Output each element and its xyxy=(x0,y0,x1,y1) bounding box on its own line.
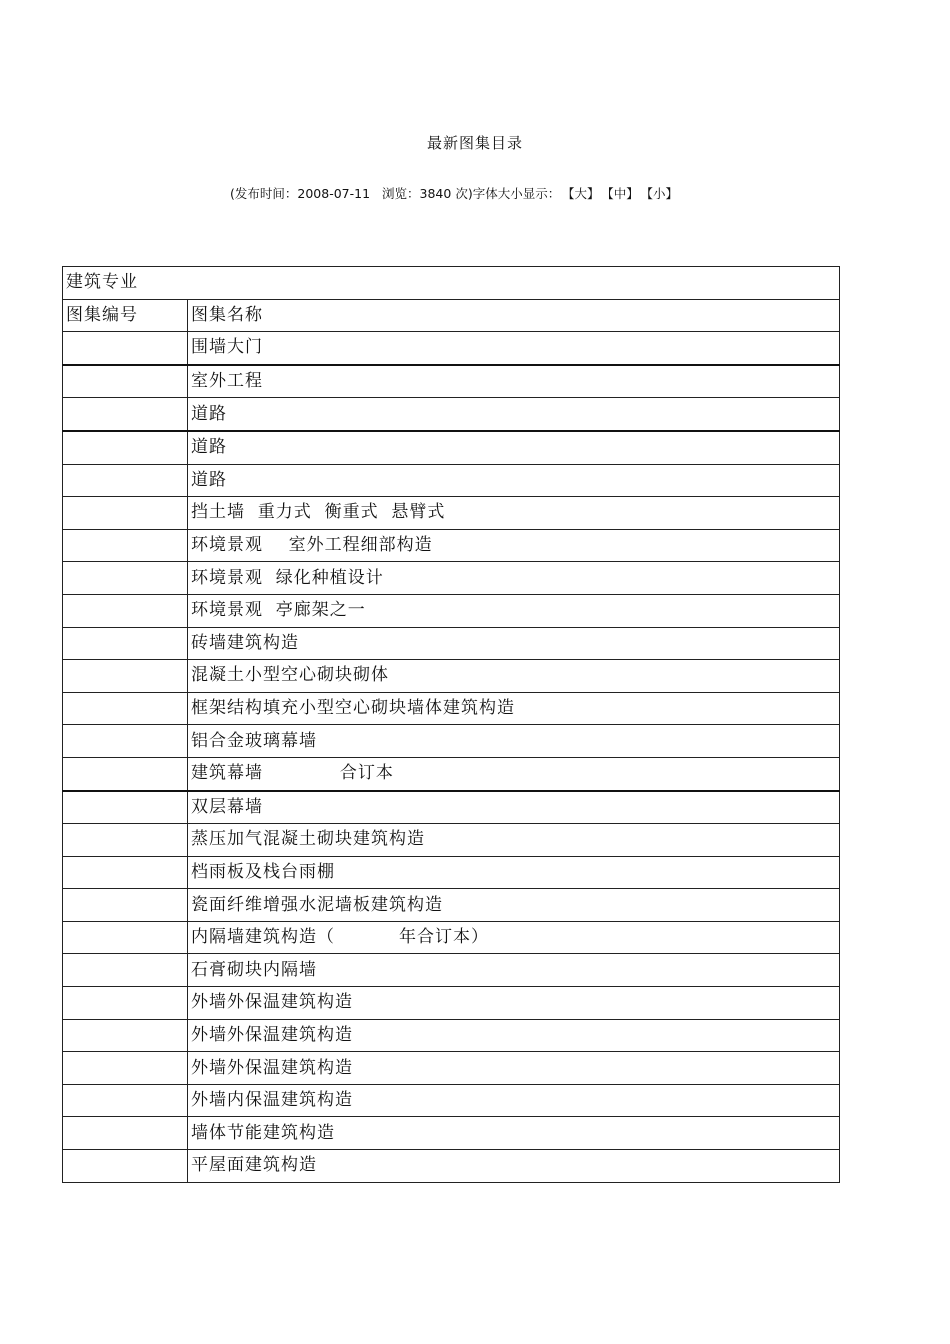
atlas-name-cell: 外墙内保温建筑构造 xyxy=(188,1084,840,1117)
atlas-name-cell: 混凝土小型空心砌块砌体 xyxy=(188,660,840,693)
atlas-name-cell: 内隔墙建筑构造（ 年合订本） xyxy=(188,921,840,954)
table-row xyxy=(63,660,840,693)
atlas-name-cell: 瓷面纤维增强水泥墙板建筑构造 xyxy=(188,889,840,922)
atlas-code-cell xyxy=(63,856,188,889)
table-row xyxy=(63,725,840,758)
atlas-name-cell: 挡土墙 重力式 衡重式 悬臂式 xyxy=(188,497,840,530)
table-row xyxy=(63,398,840,431)
table-row xyxy=(63,529,840,562)
table-row xyxy=(63,365,840,398)
atlas-name-cell: 平屋面建筑构造 xyxy=(188,1150,840,1183)
table-row xyxy=(63,1019,840,1052)
section-title: 建筑专业 xyxy=(63,267,840,300)
table-row xyxy=(63,1117,840,1150)
font-size-medium-link[interactable]: 【中】 xyxy=(607,186,639,201)
atlas-code-cell xyxy=(63,692,188,725)
table-row xyxy=(63,987,840,1020)
atlas-code-cell xyxy=(63,431,188,464)
atlas-name-cell: 双层幕墙 xyxy=(188,791,840,824)
atlas-name-cell: 墙体节能建筑构造 xyxy=(188,1117,840,1150)
atlas-name-cell: 外墙外保温建筑构造 xyxy=(188,987,840,1020)
atlas-name-cell: 室外工程 xyxy=(188,365,840,398)
table-row xyxy=(63,594,840,627)
atlas-code-cell xyxy=(63,987,188,1020)
table-row xyxy=(63,757,840,790)
atlas-name-cell: 蒸压加气混凝土砌块建筑构造 xyxy=(188,824,840,857)
atlas-name-cell: 道路 xyxy=(188,464,840,497)
atlas-code-cell xyxy=(63,954,188,987)
table-row xyxy=(63,431,840,464)
atlas-name-cell: 外墙外保温建筑构造 xyxy=(188,1052,840,1085)
atlas-name-cell: 砖墙建筑构造 xyxy=(188,627,840,660)
page-title: 最新图集目录 xyxy=(426,134,523,152)
table-row xyxy=(63,954,840,987)
column-header-code: 图集编号 xyxy=(63,299,188,332)
table-row xyxy=(63,332,840,365)
atlas-name-cell: 石膏砌块内隔墙 xyxy=(188,954,840,987)
table-row xyxy=(63,1084,840,1117)
atlas-code-cell xyxy=(63,889,188,922)
atlas-code-cell xyxy=(63,497,188,530)
atlas-code-cell xyxy=(63,562,188,595)
table-row xyxy=(63,791,840,824)
atlas-name-cell: 环境景观 室外工程细部构造 xyxy=(188,529,840,562)
font-size-small-link[interactable]: 【小】 xyxy=(646,186,678,201)
view-count: 浏览：3840 次)字体大小显示： xyxy=(382,186,561,201)
table-row xyxy=(63,824,840,857)
atlas-name-cell: 铝合金玻璃幕墙 xyxy=(188,725,840,758)
atlas-name-cell: 围墙大门 xyxy=(188,332,840,365)
atlas-code-cell xyxy=(63,594,188,627)
atlas-name-cell: 框架结构填充小型空心砌块墙体建筑构造 xyxy=(188,692,840,725)
atlas-code-cell xyxy=(63,1117,188,1150)
table-row xyxy=(63,497,840,530)
table-row xyxy=(63,562,840,595)
column-header-name: 图集名称 xyxy=(188,299,840,332)
atlas-code-cell xyxy=(63,365,188,398)
atlas-code-cell xyxy=(63,627,188,660)
atlas-code-cell xyxy=(63,824,188,857)
atlas-code-cell xyxy=(63,1019,188,1052)
table-row xyxy=(63,627,840,660)
atlas-name-cell: 档雨板及栈台雨棚 xyxy=(188,856,840,889)
table-row xyxy=(63,692,840,725)
table-row xyxy=(63,464,840,497)
table-row xyxy=(63,1052,840,1085)
publish-info xyxy=(0,184,908,202)
atlas-code-cell xyxy=(63,791,188,824)
section-row xyxy=(63,267,840,300)
header-row xyxy=(63,299,840,332)
atlas-name-cell: 建筑幕墙 合订本 xyxy=(188,757,840,790)
atlas-code-cell xyxy=(63,1052,188,1085)
atlas-code-cell xyxy=(63,921,188,954)
atlas-name-cell: 道路 xyxy=(188,398,840,431)
atlas-code-cell xyxy=(63,1150,188,1183)
atlas-code-cell xyxy=(63,332,188,365)
atlas-name-cell: 环境景观 绿化种植设计 xyxy=(188,562,840,595)
table-row xyxy=(63,889,840,922)
atlas-code-cell xyxy=(63,464,188,497)
font-size-large-link[interactable]: 【大】 xyxy=(568,186,600,201)
atlas-name-cell: 道路 xyxy=(188,431,840,464)
atlas-catalog-table xyxy=(62,266,840,1183)
table-row xyxy=(63,1150,840,1183)
publish-date: (发布时间：2008-07-11 xyxy=(230,186,371,201)
atlas-code-cell xyxy=(63,529,188,562)
atlas-code-cell xyxy=(63,398,188,431)
atlas-name-cell: 环境景观 亭廊架之一 xyxy=(188,594,840,627)
atlas-code-cell xyxy=(63,660,188,693)
atlas-code-cell xyxy=(63,757,188,790)
table-row xyxy=(63,921,840,954)
atlas-code-cell xyxy=(63,725,188,758)
atlas-code-cell xyxy=(63,1084,188,1117)
atlas-name-cell: 外墙外保温建筑构造 xyxy=(188,1019,840,1052)
table-row xyxy=(63,856,840,889)
